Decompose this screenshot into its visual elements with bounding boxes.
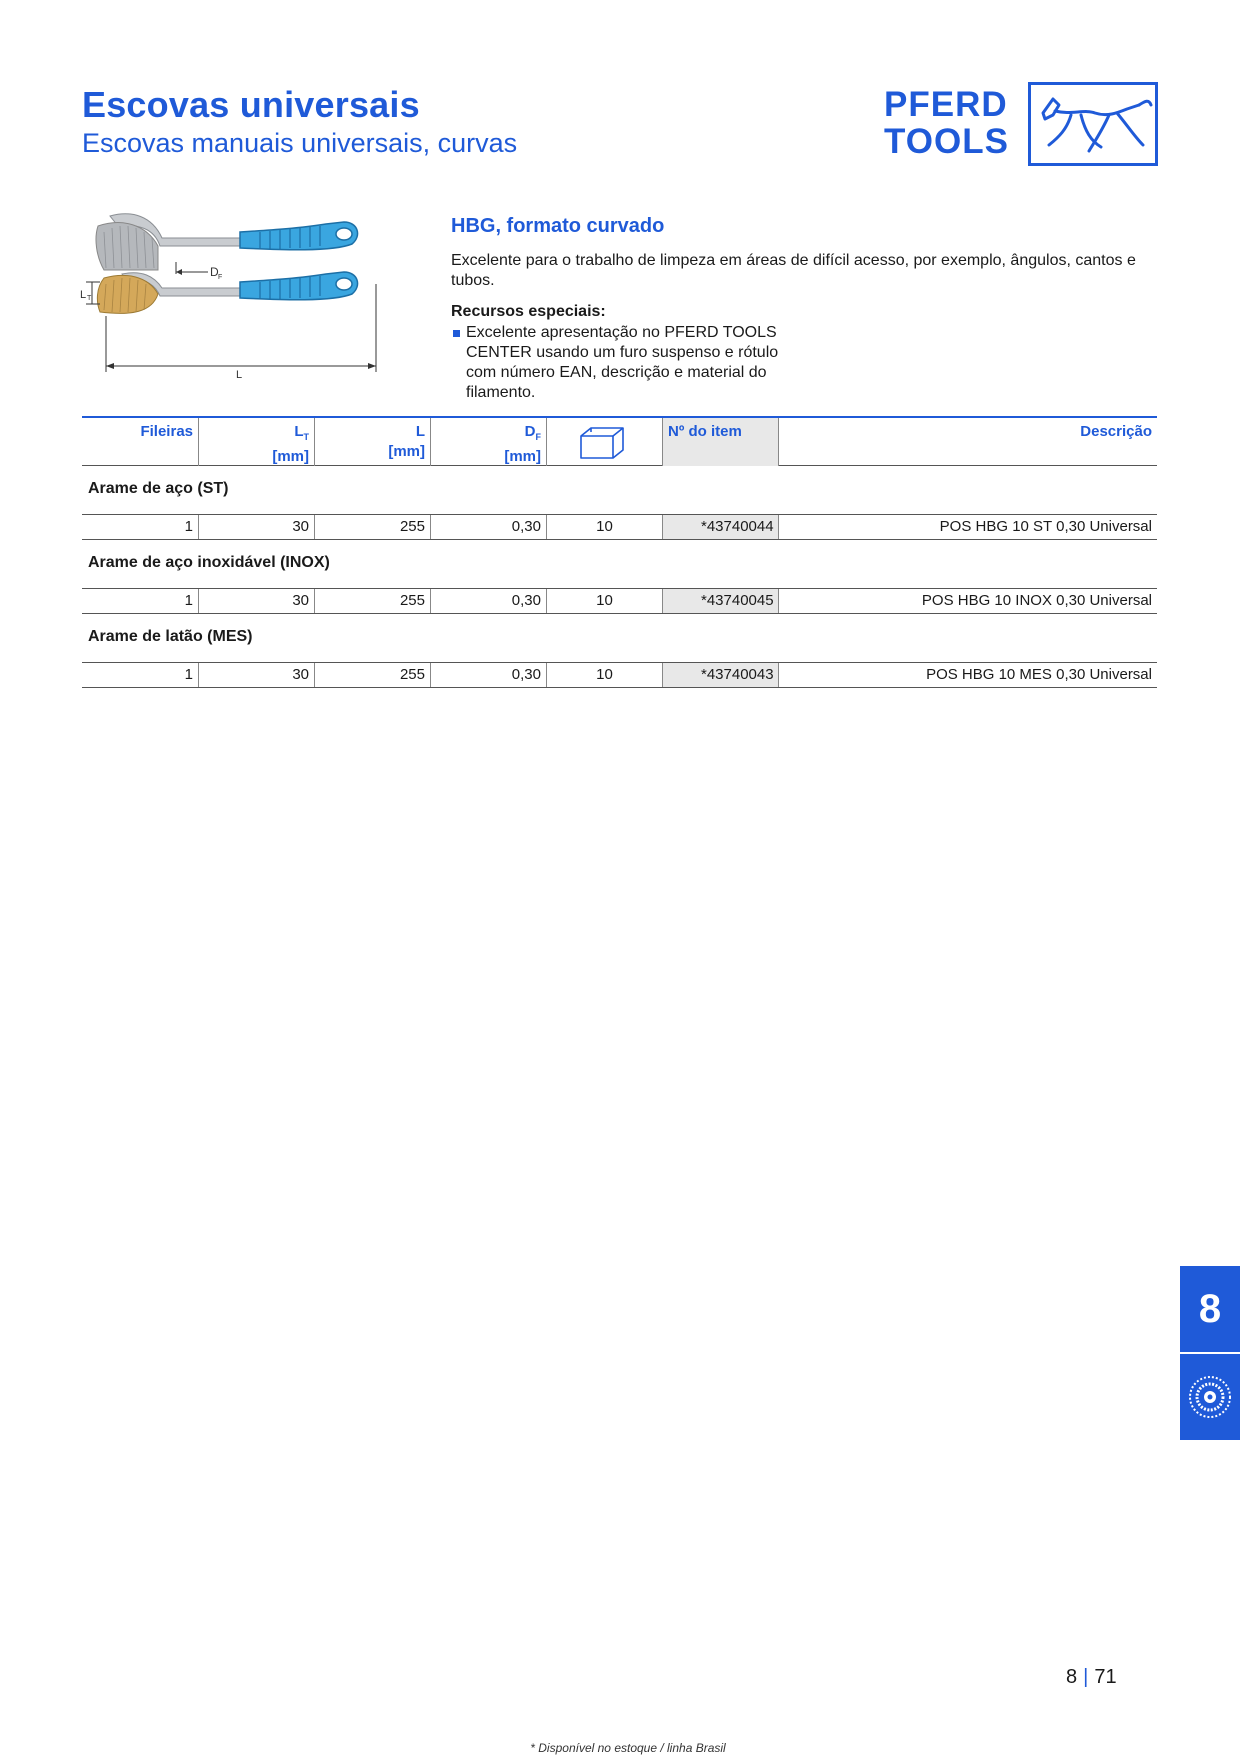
horse-logo-icon: [1028, 82, 1158, 166]
box-icon: [579, 426, 625, 460]
product-table: [82, 416, 1157, 688]
chapter-tab-number: 8: [1180, 1266, 1240, 1352]
item-number: *43740043: [663, 663, 779, 687]
chapter-tab[interactable]: [1180, 1266, 1240, 1440]
dim-df-sub: F: [218, 274, 223, 281]
item-number: *43740044: [663, 515, 779, 539]
item-number: *43740045: [663, 589, 779, 613]
dim-df-label: D: [210, 265, 219, 279]
col-header-item-no: Nº do item: [663, 418, 779, 466]
col-header-pack: [547, 418, 663, 466]
group-header-st: Arame de aço (ST): [88, 480, 229, 497]
dim-lt-sub: T: [87, 295, 92, 302]
wire-wheel-icon: [1180, 1354, 1240, 1440]
dim-l-label: L: [236, 369, 243, 381]
col-header-df: $D_F$ [mm]: [431, 418, 547, 466]
col-header-description: Descrição: [1080, 423, 1152, 440]
page-number: 8 | 71: [1066, 1666, 1117, 1688]
footer-note: * Disponível no estoque / linha Brasil: [530, 1741, 726, 1755]
col-header-rows: Fileiras: [82, 418, 199, 466]
features-heading: Recursos especiais:: [451, 303, 606, 320]
section-intro: Excelente para o trabalho de limpeza em áreas de difícil acesso, por exemplo, ângulos, cantos e tubos.: [451, 252, 1136, 289]
group-header-mes: Arame de latão (MES): [88, 628, 253, 645]
table-row: 1 30 255 0,30 10 *43740045 POS HBG 10 INOX 0,30 Universal: [82, 588, 1157, 614]
logo-text: PFERD TOOLS: [884, 85, 1009, 161]
col-header-l: L [mm]: [315, 418, 431, 466]
table-row: 1 30 255 0,30 10 *43740043 POS HBG 10 MES 0,30 Universal: [82, 662, 1157, 688]
product-image: [80, 212, 382, 381]
table-header: [82, 416, 1157, 466]
pferd-tools-logo: [884, 82, 1158, 166]
group-header-inox: Arame de aço inoxidável (INOX): [88, 554, 330, 571]
page-subtitle: Escovas manuais universais, curvas: [82, 128, 518, 158]
table-row: 1 30 255 0,30 10 *43740044 POS HBG 10 ST 0,30 Universal: [82, 514, 1157, 540]
page-title: Escovas universais: [82, 84, 420, 125]
col-header-lt: $L_T$ [mm]: [199, 418, 315, 466]
dim-lt-label: L: [80, 289, 87, 301]
feature-item: Excelente apresentação no PFERD TOOLS CENTER usando um furo suspenso e rótulo com número EAN, descrição e material do filamento.: [451, 323, 791, 403]
section-title: HBG, formato curvado: [451, 215, 665, 237]
bullet-square-icon: [453, 330, 460, 337]
